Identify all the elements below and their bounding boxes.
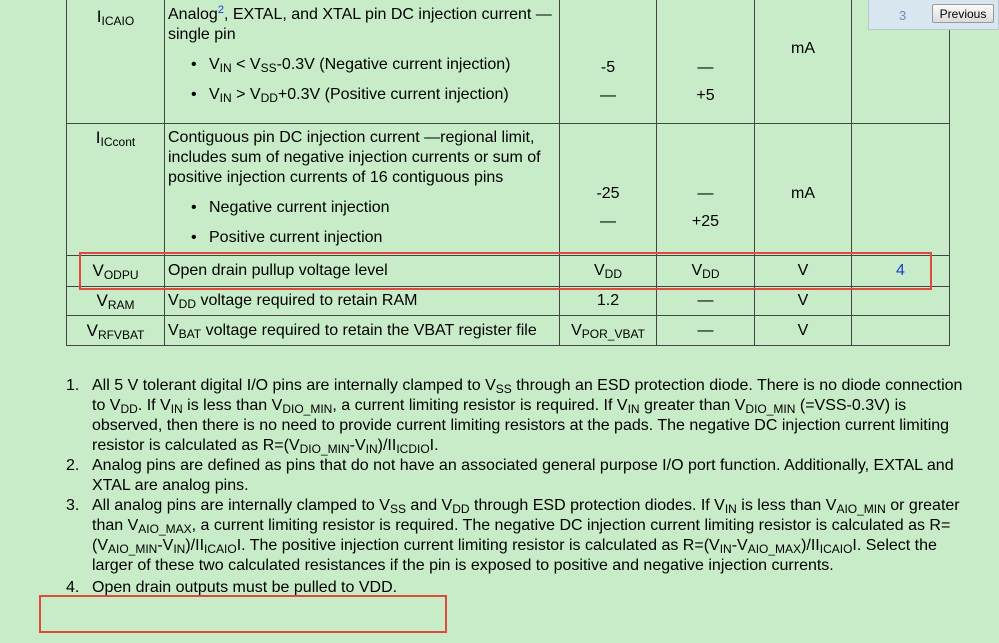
desc-text: voltage required to retain the VBAT register file	[201, 321, 537, 339]
desc-text: V	[168, 292, 179, 309]
symbol-sub: ODPU	[103, 268, 139, 282]
footnote-text: -V	[349, 437, 366, 454]
footnote-text: , a current limiting resistor is required. If V	[332, 397, 628, 414]
symbol-main: I	[96, 7, 102, 26]
symbol-main: I	[95, 128, 101, 147]
symbol-sub: RFVBAT	[97, 327, 145, 342]
symbol-cell	[67, 287, 165, 316]
desc-text: Contiguous pin DC injection current —regional limit, includes sum of negative injection currents or sum of positive injection currents of 16 contiguous pins	[168, 129, 541, 186]
notes-cell	[852, 256, 950, 287]
footnote-text: through an ESD protection diode. There is no diode connection to V	[92, 377, 963, 414]
footnote-text: )/II	[377, 437, 397, 454]
footnote-text: (=VSS-0.3V) is observed, then there is no need to provide current limiting resistors at the pads. The negative DC injection current limiting resistor is calculated as R=(V	[92, 397, 950, 454]
symbol-sub: ICcont	[100, 135, 136, 149]
symbol-main: V	[92, 261, 104, 280]
unit-cell: V	[755, 316, 852, 346]
footnote-sub: SS	[389, 502, 406, 516]
desc-sub: DD	[178, 297, 197, 311]
footnote-4-highlight-box	[39, 595, 447, 633]
table-row-iccont	[67, 124, 950, 256]
bullet-sub: IN	[219, 91, 232, 105]
symbol-sub: ICAIO	[101, 14, 135, 28]
footnote-sub: AIO_MAX	[138, 522, 192, 536]
bullet-text: +0.3V (Positive current injection)	[277, 86, 509, 103]
footnote-sub: DIO_MIN	[745, 402, 796, 416]
note-link[interactable]: 4	[896, 262, 905, 279]
max-sub: DD	[702, 267, 720, 281]
footnote-text: greater than V	[639, 397, 746, 414]
description-cell	[165, 0, 560, 124]
footnote-text: -V	[731, 537, 748, 554]
desc-text: V	[168, 321, 179, 339]
footnotes	[66, 376, 966, 598]
description-cell	[165, 287, 560, 316]
unit-value: mA	[791, 185, 815, 202]
footnote-sub: ICDIO	[396, 442, 430, 456]
desc-text: , EXTAL, and XTAL pin DC injection current — single pin	[168, 6, 552, 43]
page-nav-bar	[868, 0, 999, 30]
bullet-item	[165, 55, 559, 75]
desc-text: Analog	[168, 6, 218, 23]
min-cell	[560, 256, 657, 287]
footnote-sub: DIO_MIN	[282, 402, 333, 416]
footnote-sub: ICAIO	[819, 542, 853, 556]
footnote-text: through ESD protection diodes. If V	[469, 497, 725, 514]
previous-button[interactable]: Previous	[932, 4, 994, 23]
max-value: —	[697, 185, 714, 202]
footnote-3	[66, 496, 966, 576]
min-value: —	[600, 213, 616, 230]
footnote-text: All analog pins are internally clamped to V	[92, 497, 390, 514]
footnote-sub: ICAIO	[204, 542, 237, 556]
footnote-text: is less than V	[182, 397, 283, 414]
min-value: V	[571, 321, 582, 339]
footnote-sub: IN	[170, 402, 183, 416]
bullet-sub: SS	[260, 61, 277, 75]
footnote-text: Open drain outputs must be pulled to VDD.	[92, 579, 398, 596]
specs-table	[66, 0, 950, 346]
bullet-text: V	[209, 86, 220, 103]
footnote-number: 4.	[66, 579, 80, 596]
footnote-sub: IN	[719, 542, 732, 556]
description-cell	[165, 316, 560, 346]
footnote-text: . If V	[137, 397, 171, 414]
footnote-number: 3.	[66, 497, 80, 514]
footnote-number: 1.	[66, 377, 80, 394]
max-value: +5	[696, 87, 715, 104]
unit-cell: V	[755, 287, 852, 316]
symbol-cell	[67, 316, 165, 346]
footnote-sub: AIO_MAX	[747, 542, 802, 556]
bullet-text: -0.3V (Negative current injection)	[276, 56, 511, 73]
max-cell	[657, 124, 755, 256]
footnote-1	[66, 376, 966, 456]
symbol-main: V	[96, 291, 108, 310]
footnote-link[interactable]: 2	[217, 4, 224, 16]
footnote-text: and V	[405, 497, 453, 514]
min-cell: 1.2	[560, 287, 657, 316]
symbol-sub: RAM	[107, 298, 135, 312]
unit-cell	[755, 124, 852, 256]
bullet-item: • Positive current injection	[165, 228, 559, 248]
footnote-text: )/II	[185, 537, 205, 554]
footnote-number: 2.	[66, 457, 80, 474]
max-value: V	[691, 262, 703, 279]
table-row-vram	[67, 287, 950, 316]
footnote-text: I. Select the larger of these two calculated resistances if the pin is exposed to positive and negative injection currents.	[92, 537, 937, 574]
footnote-sub: SS	[495, 382, 512, 396]
symbol-cell	[67, 256, 165, 287]
bullet-text: < V	[231, 56, 261, 73]
max-value: —	[697, 59, 714, 76]
bullet-item: • Negative current injection	[165, 198, 559, 218]
description-cell	[165, 124, 560, 256]
notes-cell	[852, 316, 950, 346]
footnote-text: I.	[429, 437, 439, 454]
min-value: -25	[596, 185, 620, 202]
footnote-sub: IN	[173, 542, 186, 556]
max-cell	[657, 0, 755, 124]
bullet-sub: IN	[219, 61, 232, 75]
footnote-sub: IN	[724, 502, 737, 516]
footnote-text: All 5 V tolerant digital I/O pins are internally clamped to V	[92, 377, 496, 394]
footnote-text: -V	[157, 537, 174, 554]
symbol-cell	[67, 124, 165, 256]
footnote-sub: AIO_MIN	[836, 502, 886, 516]
min-value: -5	[600, 59, 616, 76]
description-cell	[165, 256, 560, 287]
bullet-item	[165, 85, 559, 105]
min-value: V	[593, 262, 605, 279]
min-cell	[560, 316, 657, 346]
bullet-text: > V	[231, 86, 261, 103]
min-sub: POR_VBAT	[581, 326, 645, 341]
footnote-sub: IN	[365, 442, 378, 456]
symbol-cell	[67, 0, 165, 124]
footnote-sub: DD	[452, 502, 470, 516]
unit-cell	[755, 0, 852, 124]
footnote-text: is less than V	[736, 497, 837, 514]
table-row-icaio	[67, 0, 950, 124]
footnote-text: or greater than V	[92, 497, 960, 534]
page-number: 3	[899, 8, 907, 23]
desc-text: Open drain pullup voltage level	[168, 262, 388, 279]
footnote-sub: AIO_MIN	[108, 542, 158, 556]
desc-text: voltage required to retain RAM	[196, 292, 418, 309]
min-cell	[560, 124, 657, 256]
footnote-text: , a current limiting resistor is required. The negative DC injection current limiting resistor is calculated as R=(V	[92, 517, 951, 554]
table-row-vrfvbat	[67, 316, 950, 346]
footnote-4	[66, 578, 966, 598]
max-cell: —	[657, 316, 755, 346]
footnote-sub: IN	[627, 402, 640, 416]
footnote-sub: DD	[120, 402, 138, 416]
footnote-text: )/II	[801, 537, 820, 554]
table-row-vodpu	[67, 256, 950, 287]
max-value: +25	[691, 213, 720, 230]
footnote-2	[66, 456, 966, 496]
footnote-sub: DIO_MIN	[299, 442, 350, 456]
min-value: —	[600, 87, 616, 104]
unit-cell: V	[755, 256, 852, 287]
footnote-text: Analog pins are defined as pins that do not have an associated general purpose I/O port function. Additionally, EXTAL and XTAL are analog pins.	[92, 457, 954, 494]
notes-cell	[852, 287, 950, 316]
min-cell	[560, 0, 657, 124]
desc-sub: BAT	[178, 326, 202, 341]
min-sub: DD	[604, 267, 622, 281]
footnote-text: I. The positive injection current limiting resistor is calculated as R=(V	[236, 537, 720, 554]
symbol-main: V	[86, 320, 98, 340]
notes-cell	[852, 124, 950, 256]
max-cell: —	[657, 287, 755, 316]
unit-value: mA	[791, 40, 815, 57]
bullet-sub: DD	[260, 91, 278, 105]
bullet-text: V	[209, 56, 220, 73]
max-cell	[657, 256, 755, 287]
